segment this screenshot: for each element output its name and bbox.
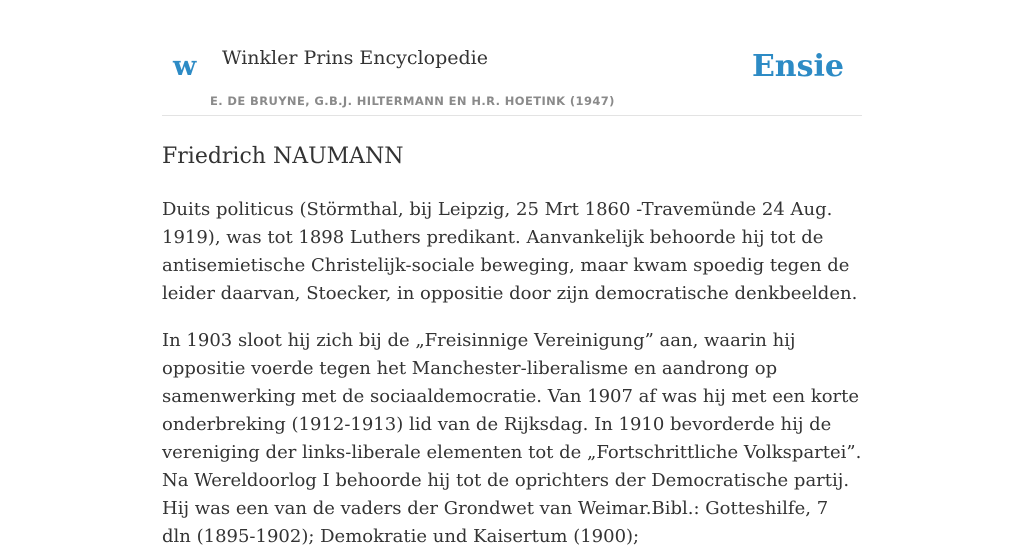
article-paragraph-1: Duits politicus (Störmthal, bij Leipzig, 25 Mrt 1860 -Travemünde 24 Aug. 1919), was tot 1898 Luthers predikant. Aanvankelijk behoorde hij tot de antisemietische Christelijk-sociale beweging, maar kwam spoedig tegen de leider daarvan, Stoecker, in oppositie door zijn democratische denkbeelden. <box>162 198 858 304</box>
ensie-logo[interactable]: Ensie <box>751 49 844 84</box>
site-title-link[interactable]: Winkler Prins Encyclopedie <box>222 47 488 69</box>
site-header <box>162 0 862 116</box>
article-title: Friedrich NAUMANN <box>162 144 404 169</box>
authors-byline: E. DE BRUYNE, G.B.J. HILTERMANN EN H.R. HOETINK (1947) <box>210 94 615 108</box>
page-container <box>162 0 862 551</box>
winkler-prins-logo[interactable]: w <box>173 51 197 82</box>
article-paragraph-2: In 1903 sloot hij zich bij de „Freisinnige Vereinigung” aan, waarin hij oppositie voerde tegen het Manchester-liberalisme en aandrong op samenwerking met de sociaaldemocratie. Van 1907 af was hij met een korte onderbreking (1912-1913) lid van de Rijksdag. In 1910 bevorderde hij de vereniging der links-liberale elementen tot de „Fortschrittliche Volkspartei”. Na Wereldoorlog I behoorde hij tot de oprichters der Democratische partij. Hij was een van de vaders der Grondwet van Weimar.Bibl.: Gotteshilfe, 7 dln (1895-1902); Demokratie und Kaisertum (1900); <box>162 329 862 547</box>
